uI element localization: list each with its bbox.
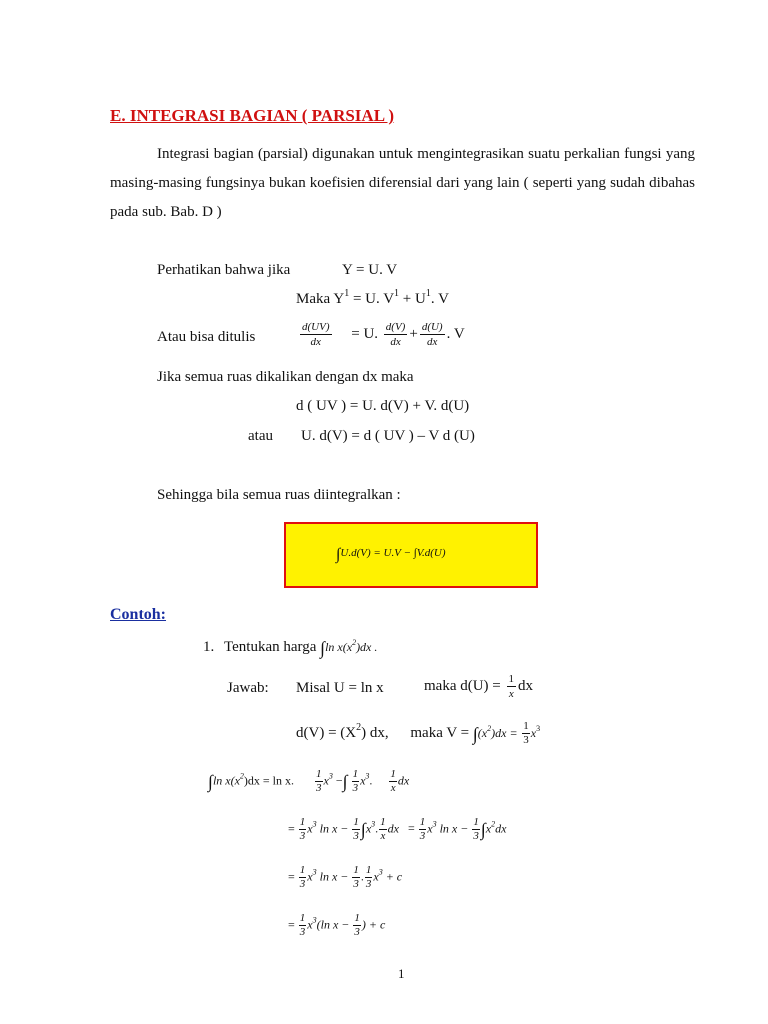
derivation-line3-expr: $\frac{d(UV)}{dx}$ = U. $\frac{d(V)}{dx}$ + $\frac{d(U)}{dx}$ . V (302, 321, 465, 348)
solution-step-4: = $\frac{1}{3}$ $x^3(\ln$ x − $\frac{1}{3}$ ) + c (288, 912, 386, 938)
fraction-1-x: $\frac{1}{x}$ (508, 673, 515, 700)
fraction-1-3: $\frac{1}{3}$ (523, 720, 529, 746)
intro-paragraph: Integrasi bagian (parsial) digunakan untuk mengintegrasikan suatu perkalian fungsi yang masing-masing fungsinya bukan koefisien diferensial dari yang lain ( seperti yang sudah dibahas pada sub. Bab. D ) (110, 146, 695, 220)
fraction-duv-dx: $\frac{d(UV)}{dx}$ (302, 321, 330, 348)
formula-box (284, 522, 538, 588)
solution-step-2: = $\frac{1}{3}$ $x^3$ ln x − $\frac{1}{3}$ $\int x^3$. $\frac{1}{x}$ dx = $\frac{1}{3}$ $x^3$ ln x − $\frac{1}{3}$ $\int x^2dx$ (288, 816, 507, 842)
fraction-dv-dx: $\frac{d(V)}{dx}$ (385, 321, 406, 348)
misal-text: Misal U = ln x (296, 680, 384, 696)
derivation-line6-label: atau (248, 428, 273, 444)
dv-line: $d(V) = (X^2)$ dx, maka $V = \int(x^2)dx$ = $\frac{1}{3}$ $x^3$ (296, 720, 541, 746)
integration-by-parts-formula: ∫U.d(V) = U.V − ∫V.d(U) (336, 546, 446, 563)
example-heading: Contoh: (110, 606, 167, 623)
derivation-line7: Sehingga bila semua ruas diintegralkan : (157, 487, 401, 503)
fraction-du-dx: $\frac{d(U)}{dx}$ (421, 321, 443, 348)
example-question: 1. Tentukan harga ∫ln $x(x^2)dx$ . (203, 638, 378, 658)
derivation-line5: d ( UV ) = U. d(V) + V. d(U) (296, 398, 470, 414)
derivation-line1-expr: Y = U. V (342, 262, 398, 278)
derivation-line1-label: Perhatikan bahwa jika (157, 262, 291, 278)
solution-step-3: = $\frac{1}{3}$ $x^3$ ln x − $\frac{1}{3}$ . $\frac{1}{3}$ $x^3 + c$ (288, 864, 403, 890)
solution-step-1: ∫ln $x(x^2)dx = \ln x$. $\frac{1}{3}$ $x^3$ −∫ $\frac{1}{3}$ $x^3$. $\frac{1}{x}$ dx (208, 768, 410, 794)
derivation-line4: Jika semua ruas dikalikan dengan dx maka (157, 369, 414, 385)
jawab-label: Jawab: (227, 680, 269, 696)
section-heading: E. INTEGRASI BAGIAN ( PARSIAL ) (110, 106, 395, 125)
derivation-line3-label: Atau bisa ditulis (157, 329, 256, 345)
derivation-line6-expr: U. d(V) = d ( UV ) – V d (U) (301, 428, 475, 444)
page-number: 1 (398, 966, 405, 981)
derivation-line2: Maka $Y^1 = U$. $V^1 + U^1$. V (296, 288, 449, 307)
maka-du: maka d(U) = $\frac{1}{x}$ dx (424, 673, 534, 700)
